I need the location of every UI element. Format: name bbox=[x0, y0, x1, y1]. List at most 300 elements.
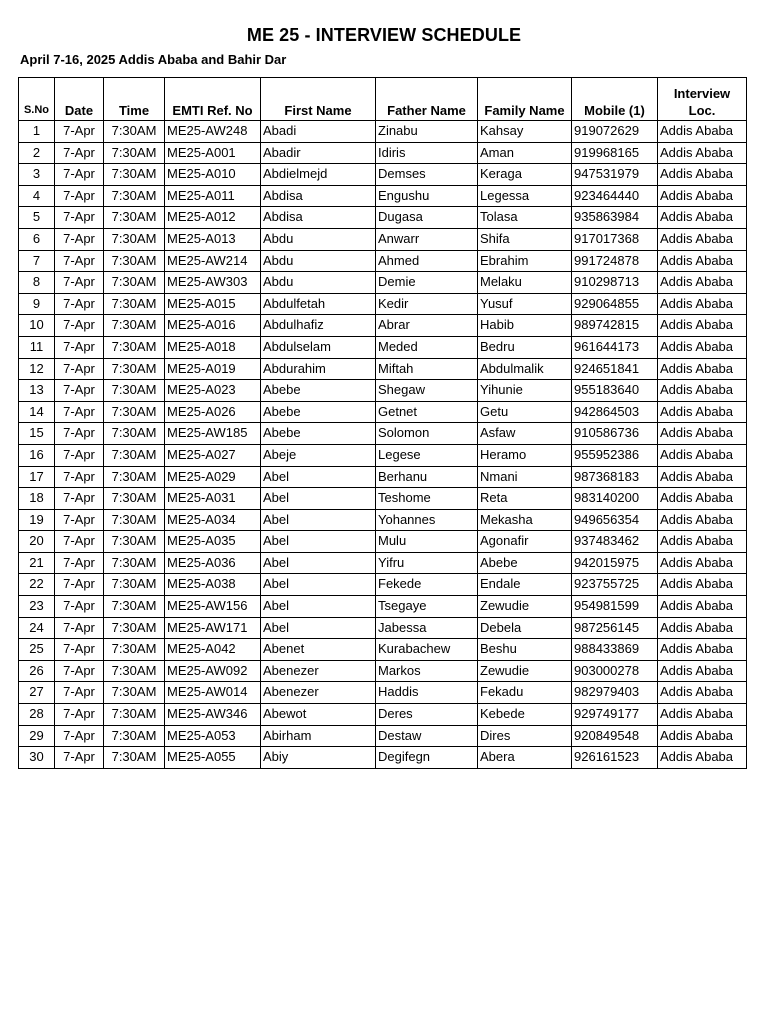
cell-first-name: Abdu bbox=[261, 250, 376, 272]
cell-father-name: Getnet bbox=[376, 401, 478, 423]
table-row bbox=[19, 164, 747, 186]
cell-father-name: Zinabu bbox=[376, 121, 478, 143]
table-row bbox=[19, 682, 747, 704]
cell-family-name: Zewudie bbox=[478, 660, 572, 682]
table-row bbox=[19, 272, 747, 294]
cell-sno: 6 bbox=[19, 228, 55, 250]
cell-mobile: 919968165 bbox=[572, 142, 658, 164]
cell-interview-loc: Addis Ababa bbox=[658, 315, 747, 337]
cell-sno: 21 bbox=[19, 552, 55, 574]
cell-date: 7-Apr bbox=[55, 682, 104, 704]
cell-father-name: Yohannes bbox=[376, 509, 478, 531]
cell-time: 7:30AM bbox=[104, 121, 165, 143]
header-ref-no: EMTI Ref. No bbox=[165, 78, 261, 121]
cell-time: 7:30AM bbox=[104, 596, 165, 618]
table-row bbox=[19, 704, 747, 726]
cell-family-name: Tolasa bbox=[478, 207, 572, 229]
cell-interview-loc: Addis Ababa bbox=[658, 574, 747, 596]
cell-ref-no: ME25-A053 bbox=[165, 725, 261, 747]
cell-time: 7:30AM bbox=[104, 401, 165, 423]
header-sno: S.No bbox=[19, 78, 55, 121]
cell-ref-no: ME25-A013 bbox=[165, 228, 261, 250]
cell-mobile: 955183640 bbox=[572, 380, 658, 402]
cell-interview-loc: Addis Ababa bbox=[658, 725, 747, 747]
cell-ref-no: ME25-A001 bbox=[165, 142, 261, 164]
cell-family-name: Abebe bbox=[478, 552, 572, 574]
cell-father-name: Meded bbox=[376, 336, 478, 358]
cell-father-name: Anwarr bbox=[376, 228, 478, 250]
cell-mobile: 942864503 bbox=[572, 401, 658, 423]
cell-first-name: Abel bbox=[261, 574, 376, 596]
cell-mobile: 983140200 bbox=[572, 488, 658, 510]
cell-first-name: Abel bbox=[261, 552, 376, 574]
cell-date: 7-Apr bbox=[55, 164, 104, 186]
header-mobile: Mobile (1) bbox=[572, 78, 658, 121]
cell-interview-loc: Addis Ababa bbox=[658, 185, 747, 207]
cell-time: 7:30AM bbox=[104, 336, 165, 358]
cell-first-name: Abdu bbox=[261, 228, 376, 250]
cell-first-name: Abel bbox=[261, 596, 376, 618]
cell-time: 7:30AM bbox=[104, 228, 165, 250]
cell-date: 7-Apr bbox=[55, 293, 104, 315]
cell-family-name: Agonafir bbox=[478, 531, 572, 553]
cell-ref-no: ME25-AW214 bbox=[165, 250, 261, 272]
cell-mobile: 989742815 bbox=[572, 315, 658, 337]
cell-mobile: 923464440 bbox=[572, 185, 658, 207]
header-father-name: Father Name bbox=[376, 78, 478, 121]
cell-ref-no: ME25-AW092 bbox=[165, 660, 261, 682]
cell-mobile: 991724878 bbox=[572, 250, 658, 272]
cell-mobile: 926161523 bbox=[572, 747, 658, 769]
cell-first-name: Abel bbox=[261, 531, 376, 553]
cell-mobile: 987368183 bbox=[572, 466, 658, 488]
cell-father-name: Deres bbox=[376, 704, 478, 726]
cell-first-name: Abebe bbox=[261, 401, 376, 423]
cell-first-name: Abdulselam bbox=[261, 336, 376, 358]
cell-interview-loc: Addis Ababa bbox=[658, 380, 747, 402]
cell-father-name: Solomon bbox=[376, 423, 478, 445]
cell-mobile: 929064855 bbox=[572, 293, 658, 315]
header-first-name: First Name bbox=[261, 78, 376, 121]
cell-father-name: Miftah bbox=[376, 358, 478, 380]
table-row bbox=[19, 228, 747, 250]
header-family-name: Family Name bbox=[478, 78, 572, 121]
cell-time: 7:30AM bbox=[104, 704, 165, 726]
cell-first-name: Abadi bbox=[261, 121, 376, 143]
cell-family-name: Yihunie bbox=[478, 380, 572, 402]
cell-interview-loc: Addis Ababa bbox=[658, 488, 747, 510]
cell-ref-no: ME25-A029 bbox=[165, 466, 261, 488]
cell-family-name: Nmani bbox=[478, 466, 572, 488]
cell-date: 7-Apr bbox=[55, 704, 104, 726]
cell-time: 7:30AM bbox=[104, 531, 165, 553]
cell-ref-no: ME25-A034 bbox=[165, 509, 261, 531]
cell-date: 7-Apr bbox=[55, 552, 104, 574]
cell-sno: 29 bbox=[19, 725, 55, 747]
cell-family-name: Mekasha bbox=[478, 509, 572, 531]
table-row bbox=[19, 574, 747, 596]
table-row bbox=[19, 617, 747, 639]
cell-family-name: Abera bbox=[478, 747, 572, 769]
cell-sno: 8 bbox=[19, 272, 55, 294]
cell-father-name: Demses bbox=[376, 164, 478, 186]
cell-ref-no: ME25-A012 bbox=[165, 207, 261, 229]
cell-ref-no: ME25-A023 bbox=[165, 380, 261, 402]
table-row bbox=[19, 552, 747, 574]
cell-sno: 27 bbox=[19, 682, 55, 704]
cell-family-name: Fekadu bbox=[478, 682, 572, 704]
cell-date: 7-Apr bbox=[55, 660, 104, 682]
cell-mobile: 919072629 bbox=[572, 121, 658, 143]
cell-date: 7-Apr bbox=[55, 121, 104, 143]
cell-family-name: Zewudie bbox=[478, 596, 572, 618]
cell-family-name: Yusuf bbox=[478, 293, 572, 315]
cell-family-name: Beshu bbox=[478, 639, 572, 661]
cell-interview-loc: Addis Ababa bbox=[658, 444, 747, 466]
cell-first-name: Abel bbox=[261, 488, 376, 510]
cell-ref-no: ME25-AW303 bbox=[165, 272, 261, 294]
cell-interview-loc: Addis Ababa bbox=[658, 207, 747, 229]
cell-date: 7-Apr bbox=[55, 617, 104, 639]
cell-father-name: Dugasa bbox=[376, 207, 478, 229]
cell-interview-loc: Addis Ababa bbox=[658, 250, 747, 272]
cell-family-name: Getu bbox=[478, 401, 572, 423]
cell-mobile: 954981599 bbox=[572, 596, 658, 618]
cell-interview-loc: Addis Ababa bbox=[658, 747, 747, 769]
cell-mobile: 947531979 bbox=[572, 164, 658, 186]
cell-first-name: Abel bbox=[261, 466, 376, 488]
table-row bbox=[19, 747, 747, 769]
cell-time: 7:30AM bbox=[104, 380, 165, 402]
cell-father-name: Engushu bbox=[376, 185, 478, 207]
cell-mobile: 910298713 bbox=[572, 272, 658, 294]
cell-sno: 1 bbox=[19, 121, 55, 143]
cell-interview-loc: Addis Ababa bbox=[658, 121, 747, 143]
interview-schedule-table bbox=[18, 77, 747, 769]
cell-family-name: Shifa bbox=[478, 228, 572, 250]
cell-mobile: 920849548 bbox=[572, 725, 658, 747]
table-row bbox=[19, 531, 747, 553]
cell-father-name: Markos bbox=[376, 660, 478, 682]
cell-date: 7-Apr bbox=[55, 639, 104, 661]
cell-sno: 30 bbox=[19, 747, 55, 769]
cell-ref-no: ME25-A035 bbox=[165, 531, 261, 553]
cell-mobile: 929749177 bbox=[572, 704, 658, 726]
cell-date: 7-Apr bbox=[55, 336, 104, 358]
cell-time: 7:30AM bbox=[104, 250, 165, 272]
cell-family-name: Melaku bbox=[478, 272, 572, 294]
cell-sno: 14 bbox=[19, 401, 55, 423]
cell-father-name: Berhanu bbox=[376, 466, 478, 488]
cell-date: 7-Apr bbox=[55, 488, 104, 510]
cell-family-name: Kebede bbox=[478, 704, 572, 726]
cell-ref-no: ME25-A019 bbox=[165, 358, 261, 380]
cell-sno: 9 bbox=[19, 293, 55, 315]
cell-time: 7:30AM bbox=[104, 164, 165, 186]
cell-interview-loc: Addis Ababa bbox=[658, 466, 747, 488]
cell-first-name: Abewot bbox=[261, 704, 376, 726]
header-row bbox=[19, 78, 747, 121]
table-row bbox=[19, 293, 747, 315]
cell-ref-no: ME25-AW185 bbox=[165, 423, 261, 445]
cell-father-name: Tsegaye bbox=[376, 596, 478, 618]
cell-sno: 28 bbox=[19, 704, 55, 726]
cell-date: 7-Apr bbox=[55, 185, 104, 207]
cell-time: 7:30AM bbox=[104, 423, 165, 445]
cell-ref-no: ME25-A010 bbox=[165, 164, 261, 186]
cell-date: 7-Apr bbox=[55, 466, 104, 488]
schedule-subtitle: April 7-16, 2025 Addis Ababa and Bahir Dar bbox=[20, 52, 287, 67]
table-row bbox=[19, 509, 747, 531]
cell-father-name: Degifegn bbox=[376, 747, 478, 769]
cell-interview-loc: Addis Ababa bbox=[658, 617, 747, 639]
cell-first-name: Abenezer bbox=[261, 660, 376, 682]
cell-ref-no: ME25-A042 bbox=[165, 639, 261, 661]
table-row bbox=[19, 423, 747, 445]
cell-ref-no: ME25-A018 bbox=[165, 336, 261, 358]
cell-interview-loc: Addis Ababa bbox=[658, 596, 747, 618]
cell-time: 7:30AM bbox=[104, 142, 165, 164]
header-time: Time bbox=[104, 78, 165, 121]
cell-time: 7:30AM bbox=[104, 639, 165, 661]
cell-time: 7:30AM bbox=[104, 444, 165, 466]
cell-mobile: 910586736 bbox=[572, 423, 658, 445]
cell-sno: 17 bbox=[19, 466, 55, 488]
cell-sno: 18 bbox=[19, 488, 55, 510]
table-row bbox=[19, 660, 747, 682]
header-interview-loc bbox=[658, 78, 747, 121]
cell-interview-loc: Addis Ababa bbox=[658, 423, 747, 445]
cell-ref-no: ME25-A036 bbox=[165, 552, 261, 574]
cell-first-name: Abdulhafiz bbox=[261, 315, 376, 337]
cell-date: 7-Apr bbox=[55, 315, 104, 337]
cell-ref-no: ME25-A031 bbox=[165, 488, 261, 510]
cell-first-name: Abiy bbox=[261, 747, 376, 769]
cell-first-name: Abdurahim bbox=[261, 358, 376, 380]
cell-time: 7:30AM bbox=[104, 207, 165, 229]
cell-sno: 11 bbox=[19, 336, 55, 358]
cell-family-name: Reta bbox=[478, 488, 572, 510]
cell-date: 7-Apr bbox=[55, 250, 104, 272]
cell-interview-loc: Addis Ababa bbox=[658, 531, 747, 553]
cell-first-name: Abdielmejd bbox=[261, 164, 376, 186]
cell-mobile: 988433869 bbox=[572, 639, 658, 661]
cell-father-name: Jabessa bbox=[376, 617, 478, 639]
cell-ref-no: ME25-AW248 bbox=[165, 121, 261, 143]
cell-family-name: Dires bbox=[478, 725, 572, 747]
cell-father-name: Mulu bbox=[376, 531, 478, 553]
cell-first-name: Abel bbox=[261, 509, 376, 531]
cell-date: 7-Apr bbox=[55, 596, 104, 618]
table-row bbox=[19, 639, 747, 661]
cell-sno: 4 bbox=[19, 185, 55, 207]
cell-sno: 20 bbox=[19, 531, 55, 553]
cell-family-name: Abdulmalik bbox=[478, 358, 572, 380]
cell-first-name: Abdisa bbox=[261, 207, 376, 229]
cell-ref-no: ME25-AW171 bbox=[165, 617, 261, 639]
cell-father-name: Legese bbox=[376, 444, 478, 466]
cell-sno: 7 bbox=[19, 250, 55, 272]
cell-ref-no: ME25-AW346 bbox=[165, 704, 261, 726]
cell-family-name: Endale bbox=[478, 574, 572, 596]
cell-family-name: Keraga bbox=[478, 164, 572, 186]
cell-interview-loc: Addis Ababa bbox=[658, 552, 747, 574]
cell-interview-loc: Addis Ababa bbox=[658, 704, 747, 726]
cell-mobile: 917017368 bbox=[572, 228, 658, 250]
cell-first-name: Abenet bbox=[261, 639, 376, 661]
cell-interview-loc: Addis Ababa bbox=[658, 293, 747, 315]
header-interview-loc-line1: Interview bbox=[673, 86, 731, 101]
cell-father-name: Ahmed bbox=[376, 250, 478, 272]
cell-sno: 12 bbox=[19, 358, 55, 380]
cell-date: 7-Apr bbox=[55, 207, 104, 229]
cell-family-name: Habib bbox=[478, 315, 572, 337]
cell-interview-loc: Addis Ababa bbox=[658, 509, 747, 531]
cell-time: 7:30AM bbox=[104, 315, 165, 337]
page-title: ME 25 - INTERVIEW SCHEDULE bbox=[246, 25, 522, 45]
cell-time: 7:30AM bbox=[104, 358, 165, 380]
cell-interview-loc: Addis Ababa bbox=[658, 660, 747, 682]
cell-first-name: Abenezer bbox=[261, 682, 376, 704]
cell-ref-no: ME25-AW156 bbox=[165, 596, 261, 618]
cell-sno: 15 bbox=[19, 423, 55, 445]
cell-first-name: Abebe bbox=[261, 380, 376, 402]
cell-interview-loc: Addis Ababa bbox=[658, 272, 747, 294]
cell-ref-no: ME25-A055 bbox=[165, 747, 261, 769]
cell-time: 7:30AM bbox=[104, 617, 165, 639]
cell-mobile: 942015975 bbox=[572, 552, 658, 574]
table-row bbox=[19, 250, 747, 272]
cell-mobile: 903000278 bbox=[572, 660, 658, 682]
table-row bbox=[19, 185, 747, 207]
cell-mobile: 923755725 bbox=[572, 574, 658, 596]
cell-first-name: Abirham bbox=[261, 725, 376, 747]
cell-sno: 26 bbox=[19, 660, 55, 682]
cell-interview-loc: Addis Ababa bbox=[658, 228, 747, 250]
cell-sno: 5 bbox=[19, 207, 55, 229]
cell-mobile: 937483462 bbox=[572, 531, 658, 553]
cell-date: 7-Apr bbox=[55, 725, 104, 747]
table-row bbox=[19, 142, 747, 164]
cell-mobile: 949656354 bbox=[572, 509, 658, 531]
cell-father-name: Kedir bbox=[376, 293, 478, 315]
cell-interview-loc: Addis Ababa bbox=[658, 164, 747, 186]
cell-father-name: Shegaw bbox=[376, 380, 478, 402]
cell-date: 7-Apr bbox=[55, 142, 104, 164]
cell-date: 7-Apr bbox=[55, 444, 104, 466]
cell-time: 7:30AM bbox=[104, 185, 165, 207]
cell-family-name: Bedru bbox=[478, 336, 572, 358]
cell-time: 7:30AM bbox=[104, 574, 165, 596]
cell-time: 7:30AM bbox=[104, 660, 165, 682]
cell-first-name: Abeje bbox=[261, 444, 376, 466]
table-row bbox=[19, 207, 747, 229]
table-row bbox=[19, 401, 747, 423]
cell-sno: 25 bbox=[19, 639, 55, 661]
cell-ref-no: ME25-A038 bbox=[165, 574, 261, 596]
cell-family-name: Ebrahim bbox=[478, 250, 572, 272]
cell-sno: 16 bbox=[19, 444, 55, 466]
table-row bbox=[19, 725, 747, 747]
cell-sno: 19 bbox=[19, 509, 55, 531]
cell-ref-no: ME25-A027 bbox=[165, 444, 261, 466]
cell-date: 7-Apr bbox=[55, 380, 104, 402]
cell-mobile: 935863984 bbox=[572, 207, 658, 229]
cell-time: 7:30AM bbox=[104, 682, 165, 704]
cell-father-name: Demie bbox=[376, 272, 478, 294]
cell-first-name: Abdulfetah bbox=[261, 293, 376, 315]
cell-father-name: Destaw bbox=[376, 725, 478, 747]
cell-time: 7:30AM bbox=[104, 725, 165, 747]
cell-interview-loc: Addis Ababa bbox=[658, 401, 747, 423]
header-date: Date bbox=[55, 78, 104, 121]
cell-time: 7:30AM bbox=[104, 747, 165, 769]
cell-time: 7:30AM bbox=[104, 272, 165, 294]
cell-family-name: Kahsay bbox=[478, 121, 572, 143]
cell-mobile: 924651841 bbox=[572, 358, 658, 380]
cell-date: 7-Apr bbox=[55, 272, 104, 294]
table-row bbox=[19, 596, 747, 618]
cell-interview-loc: Addis Ababa bbox=[658, 142, 747, 164]
cell-date: 7-Apr bbox=[55, 509, 104, 531]
cell-time: 7:30AM bbox=[104, 466, 165, 488]
cell-date: 7-Apr bbox=[55, 228, 104, 250]
cell-time: 7:30AM bbox=[104, 552, 165, 574]
cell-first-name: Abel bbox=[261, 617, 376, 639]
cell-family-name: Aman bbox=[478, 142, 572, 164]
cell-time: 7:30AM bbox=[104, 293, 165, 315]
cell-sno: 10 bbox=[19, 315, 55, 337]
cell-family-name: Asfaw bbox=[478, 423, 572, 445]
table-row bbox=[19, 358, 747, 380]
cell-sno: 23 bbox=[19, 596, 55, 618]
cell-father-name: Idiris bbox=[376, 142, 478, 164]
table-row bbox=[19, 466, 747, 488]
cell-date: 7-Apr bbox=[55, 747, 104, 769]
table-body bbox=[19, 121, 747, 769]
cell-ref-no: ME25-A026 bbox=[165, 401, 261, 423]
cell-sno: 2 bbox=[19, 142, 55, 164]
cell-first-name: Abdisa bbox=[261, 185, 376, 207]
cell-first-name: Abebe bbox=[261, 423, 376, 445]
cell-ref-no: ME25-A016 bbox=[165, 315, 261, 337]
cell-family-name: Debela bbox=[478, 617, 572, 639]
cell-first-name: Abadir bbox=[261, 142, 376, 164]
cell-ref-no: ME25-AW014 bbox=[165, 682, 261, 704]
table-header bbox=[19, 78, 747, 121]
cell-date: 7-Apr bbox=[55, 423, 104, 445]
cell-mobile: 982979403 bbox=[572, 682, 658, 704]
cell-interview-loc: Addis Ababa bbox=[658, 639, 747, 661]
cell-date: 7-Apr bbox=[55, 358, 104, 380]
cell-mobile: 961644173 bbox=[572, 336, 658, 358]
cell-mobile: 955952386 bbox=[572, 444, 658, 466]
cell-family-name: Legessa bbox=[478, 185, 572, 207]
cell-date: 7-Apr bbox=[55, 531, 104, 553]
cell-sno: 13 bbox=[19, 380, 55, 402]
cell-date: 7-Apr bbox=[55, 574, 104, 596]
cell-father-name: Abrar bbox=[376, 315, 478, 337]
cell-interview-loc: Addis Ababa bbox=[658, 358, 747, 380]
table-row bbox=[19, 444, 747, 466]
table-row bbox=[19, 121, 747, 143]
cell-father-name: Kurabachew bbox=[376, 639, 478, 661]
cell-father-name: Yifru bbox=[376, 552, 478, 574]
cell-sno: 22 bbox=[19, 574, 55, 596]
cell-father-name: Teshome bbox=[376, 488, 478, 510]
table-row bbox=[19, 315, 747, 337]
table-row bbox=[19, 336, 747, 358]
